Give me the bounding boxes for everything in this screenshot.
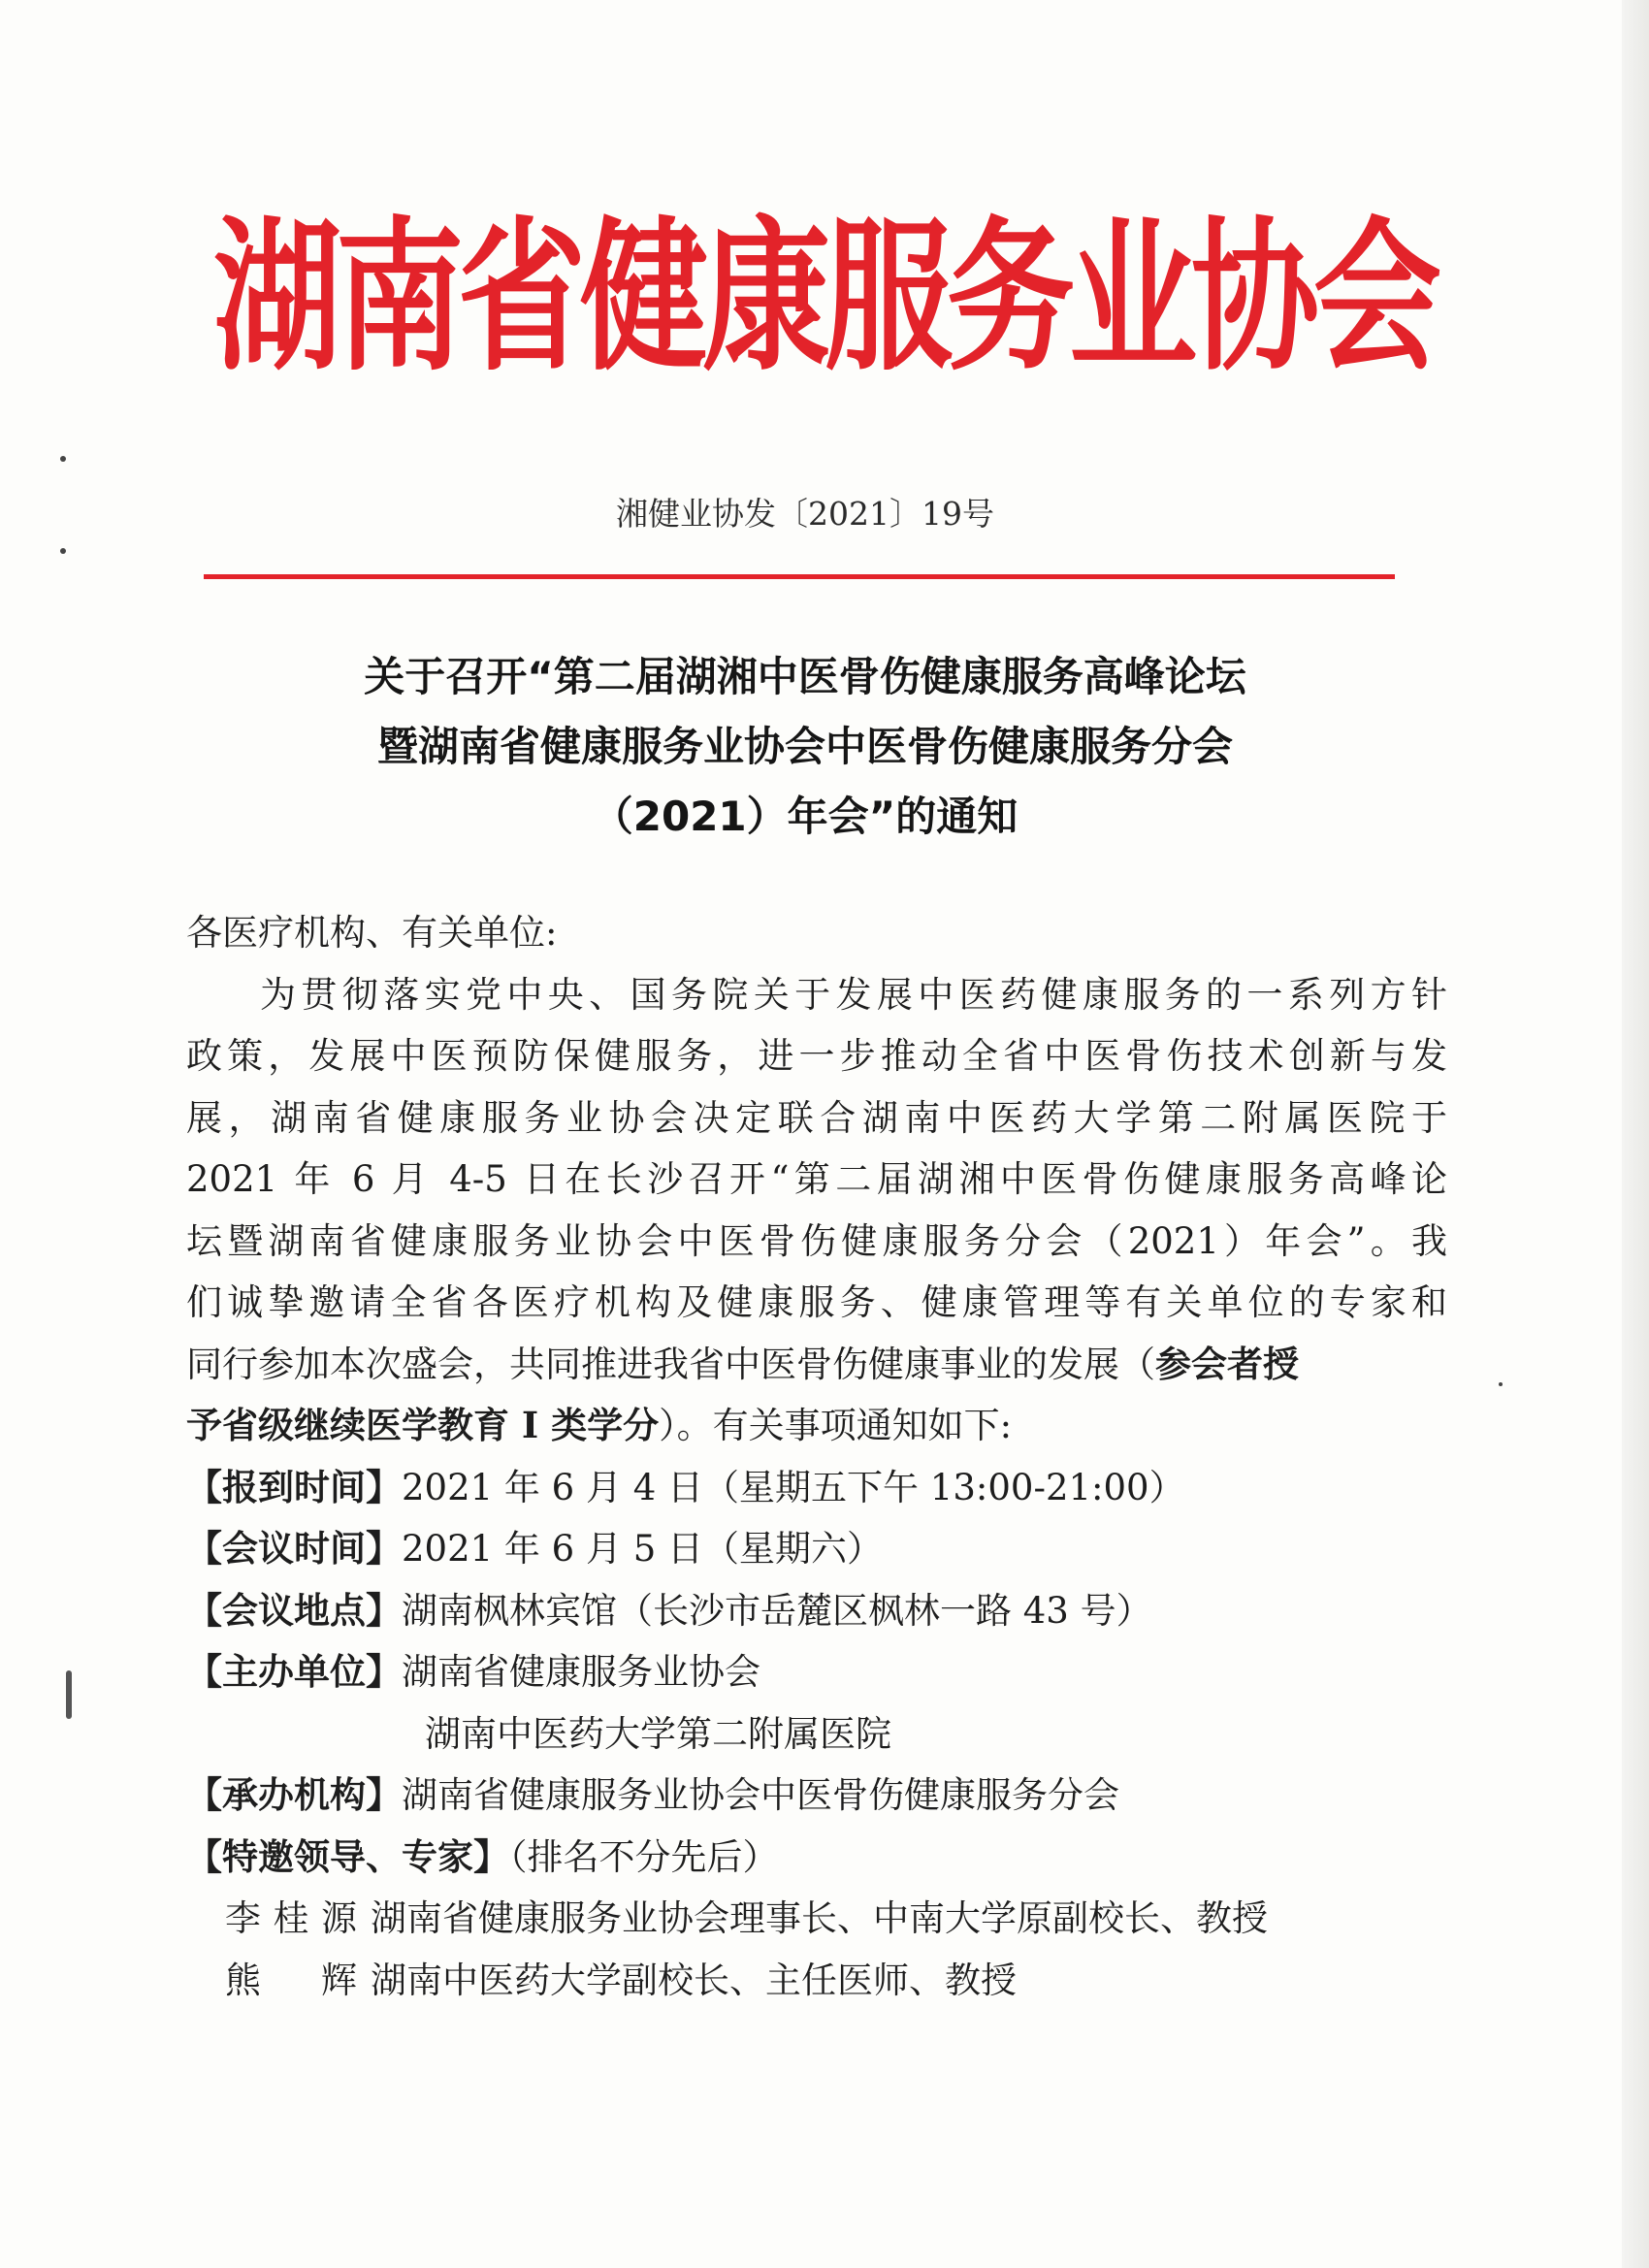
organizer-value: 湖南省健康服务业协会中医骨伤健康服务分会 <box>402 1774 1119 1816</box>
org-letterhead-title: 湖南省健康服务业协会 <box>213 202 1436 394</box>
guests-label: 【特邀领导、专家】 <box>186 1834 509 1878</box>
notice-title <box>175 642 1436 852</box>
venue-row <box>186 1580 1447 1642</box>
guests-row <box>186 1827 1447 1889</box>
notice-body <box>186 902 1447 2011</box>
host-row <box>186 1641 1447 1703</box>
guest-item <box>186 1888 1447 1950</box>
organizer-label: 【承办机构】 <box>186 1773 402 1816</box>
paragraph-line-6: 们诚挚邀请全省各医疗机构及健康服务、健康管理等有关单位的专家和 <box>186 1281 1447 1323</box>
paragraph-line-8-text: ）。有关事项通知如下: <box>659 1405 1013 1446</box>
paragraph-line-7-text: 同行参加本次盛会，共同推进我省中医骨伤健康事业的发展（ <box>186 1343 1155 1385</box>
paragraph-line-4: 2021 年 6 月 4-5 日在长沙召开“第二届湖湘中医骨伤健康服务高峰论 <box>186 1158 1447 1200</box>
scan-speck <box>60 548 66 554</box>
register-time-value: 2021 年 6 月 4 日（星期五下午 13:00-21:00） <box>402 1466 1185 1508</box>
document-number: 湘健业协发〔2021〕19号 <box>616 495 994 533</box>
notice-title-line-3: （2021）年会”的通知 <box>592 793 1018 840</box>
scan-edge-shadow <box>1622 0 1649 2268</box>
meeting-time-label: 【会议时间】 <box>186 1527 402 1570</box>
meeting-time-value: 2021 年 6 月 5 日（星期六） <box>402 1528 884 1570</box>
scan-mark <box>66 1670 72 1719</box>
credit-note-part-2: 予省级继续医学教育 I 类学分 <box>186 1404 660 1446</box>
guest-title: 湖南中医药大学副校长、主任医师、教授 <box>371 1959 1017 2001</box>
register-time-row <box>186 1457 1447 1519</box>
host-label: 【主办单位】 <box>186 1650 402 1693</box>
guest-item <box>186 1950 1447 2012</box>
host-row-2 <box>186 1703 1447 1766</box>
red-divider-line <box>204 574 1395 579</box>
credit-note-part-1: 参会者授 <box>1155 1342 1299 1385</box>
scan-speck <box>1499 1382 1503 1386</box>
organizer-row <box>186 1765 1447 1827</box>
venue-label: 【会议地点】 <box>186 1588 402 1632</box>
paragraph-line-1: 为贯彻落实党中央、国务院关于发展中医药健康服务的一系列方针 <box>260 973 1447 1016</box>
host-value-2: 湖南中医药大学第二附属医院 <box>425 1712 891 1755</box>
notice-title-line-2: 暨湖南省健康服务业协会中医骨伤健康服务分会 <box>376 723 1233 770</box>
register-time-label: 【报到时间】 <box>186 1465 402 1508</box>
guest-title: 湖南省健康服务业协会理事长、中南大学原副校长、教授 <box>371 1897 1268 1939</box>
guest-name: 熊 辉 <box>225 1959 357 2001</box>
venue-value: 湖南枫林宾馆（长沙市岳麓区枫林一路 43 号） <box>402 1589 1152 1632</box>
paragraph-line-3: 展，湖南省健康服务业协会决定联合湖南中医药大学第二附属医院于 <box>186 1096 1447 1139</box>
guest-name: 李桂源 <box>225 1897 357 1939</box>
paragraph-line-7 <box>186 1334 1447 1396</box>
salutation: 各医疗机构、有关单位: <box>186 912 558 954</box>
scan-speck <box>60 456 66 462</box>
notice-title-line-1: 关于召开“第二届湖湘中医骨伤健康服务高峰论坛 <box>364 653 1246 700</box>
paragraph-line-5: 坛暨湖南省健康服务业协会中医骨伤健康服务分会（2021）年会”。我 <box>186 1219 1447 1262</box>
paragraph-line-8 <box>186 1395 1447 1457</box>
guests-note: （排名不分先后） <box>509 1835 779 1878</box>
paragraph-line-2: 政策，发展中医预防保健服务，进一步推动全省中医骨伤技术创新与发 <box>186 1035 1447 1077</box>
meeting-time-row <box>186 1518 1447 1580</box>
host-value-1: 湖南省健康服务业协会 <box>402 1651 760 1693</box>
